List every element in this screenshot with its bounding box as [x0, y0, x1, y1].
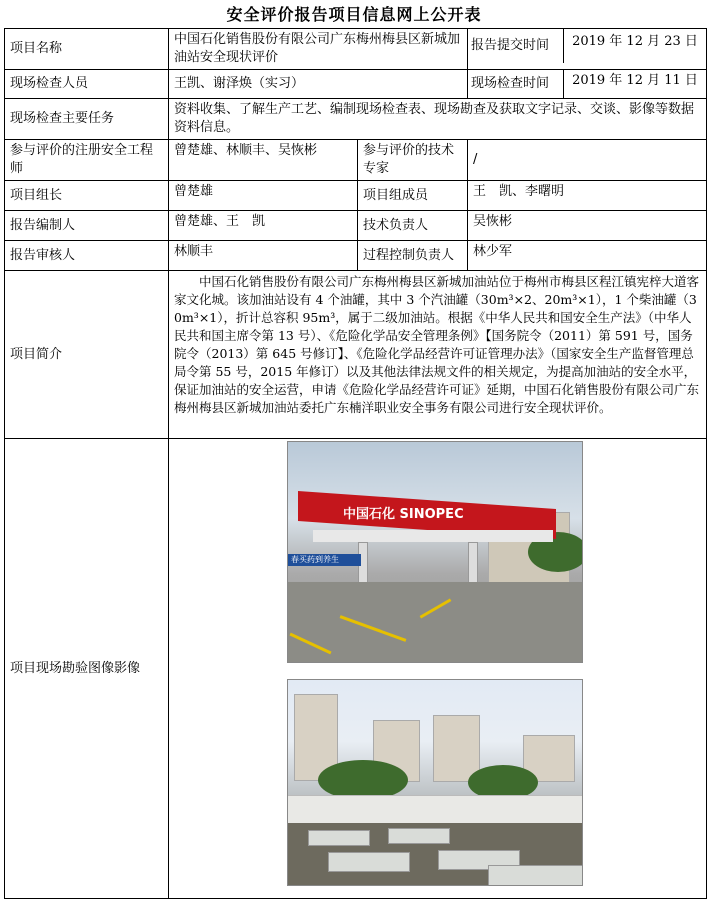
tank-area-photo — [287, 679, 583, 886]
inspect-time-label: 现场检查时间 — [468, 70, 564, 98]
tank-cover — [388, 828, 450, 844]
editors-value: 曾楚雄、王 凯 — [169, 211, 358, 241]
store-sign: 春买药到养生 — [288, 554, 361, 566]
inspect-time-value: 2019 年 12 月 11 日 — [572, 73, 698, 88]
engineers-value: 曾楚雄、林顺丰、吴恢彬 — [169, 140, 358, 181]
tank-cover — [308, 830, 370, 846]
tasks-label: 现场检查主要任务 — [5, 99, 169, 140]
page-title: 安全评价报告项目信息网上公开表 — [226, 5, 482, 24]
experts-value: / — [468, 140, 707, 181]
tank-area-wall — [288, 795, 582, 824]
trees — [318, 760, 408, 800]
members-value: 王 凯、李曙明 — [468, 181, 707, 211]
leader-value: 曾楚雄 — [169, 181, 358, 211]
process-control-value: 林少军 — [468, 241, 707, 271]
forecourt — [288, 582, 582, 662]
tank-cover — [488, 865, 583, 886]
reviewer-label: 报告审核人 — [5, 241, 169, 271]
leader-label: 项目组长 — [5, 181, 169, 211]
tank-cover — [328, 852, 410, 872]
submit-time-label: 报告提交时间 — [468, 29, 564, 63]
images-cell — [169, 439, 707, 899]
members-label: 项目组成员 — [358, 181, 468, 211]
experts-label: 参与评价的技术专家 — [358, 140, 468, 181]
project-name-value: 中国石化销售股份有限公司广东梅州梅县区新城加油站安全现状评价 — [169, 29, 468, 70]
tech-lead-value: 吴恢彬 — [468, 211, 707, 241]
process-control-label: 过程控制负责人 — [358, 241, 468, 271]
canopy-sign: 中国石化 SINOPEC — [343, 507, 464, 522]
intro-label: 项目简介 — [5, 271, 169, 439]
images-label: 项目现场勘验图像影像 — [5, 439, 169, 899]
submit-time-value: 2019 年 12 月 23 日 — [572, 34, 698, 49]
info-table — [4, 28, 707, 899]
gas-station-photo — [287, 441, 583, 663]
tech-lead-label: 技术负责人 — [358, 211, 468, 241]
canopy-underside — [313, 530, 553, 542]
inspectors-label: 现场检查人员 — [5, 70, 169, 99]
editors-label: 报告编制人 — [5, 211, 169, 241]
engineers-label: 参与评价的注册安全工程师 — [5, 140, 169, 181]
intro-text: 中国石化销售股份有限公司广东梅州梅县区新城加油站位于梅州市梅县区程江镇宪梓大道客家文化城。该加油站设有 4 个油罐，其中 3 个汽油罐（30m³×2、20m³×1），1 个柴油罐（30m³×1），折计总容积 95m³，属于二级加油站。根据《中华人民共和国安全生产法》（中华人民共和国主席令第 13 号）、《危险化学品安全管理条例》【国务院令（2011）第 591 号，国务院令（2013）第 645 号修订】、《危险化学品经营许可证管理办法》（国家安全生产监督管理总局令第 55 号，2015 年修订）以及其他法律法规文件的相关规定，为提高加油站的安全水平，保证加油站的安全运营，申请《危险化学品经营许可证》延期，中国石化销售股份有限公司广东梅州梅县区新城加油站委托广东楠洋职业安全事务有限公司进行安全现状评价。 — [169, 271, 707, 439]
reviewer-value: 林顺丰 — [169, 241, 358, 271]
tasks-value: 资料收集、了解生产工艺、编制现场检查表、现场勘查及获取文字记录、交谈、影像等数据资料信息。 — [169, 99, 707, 140]
inspectors-value: 王凯、谢泽焕（实习） — [169, 70, 468, 99]
project-name-label: 项目名称 — [5, 29, 169, 70]
